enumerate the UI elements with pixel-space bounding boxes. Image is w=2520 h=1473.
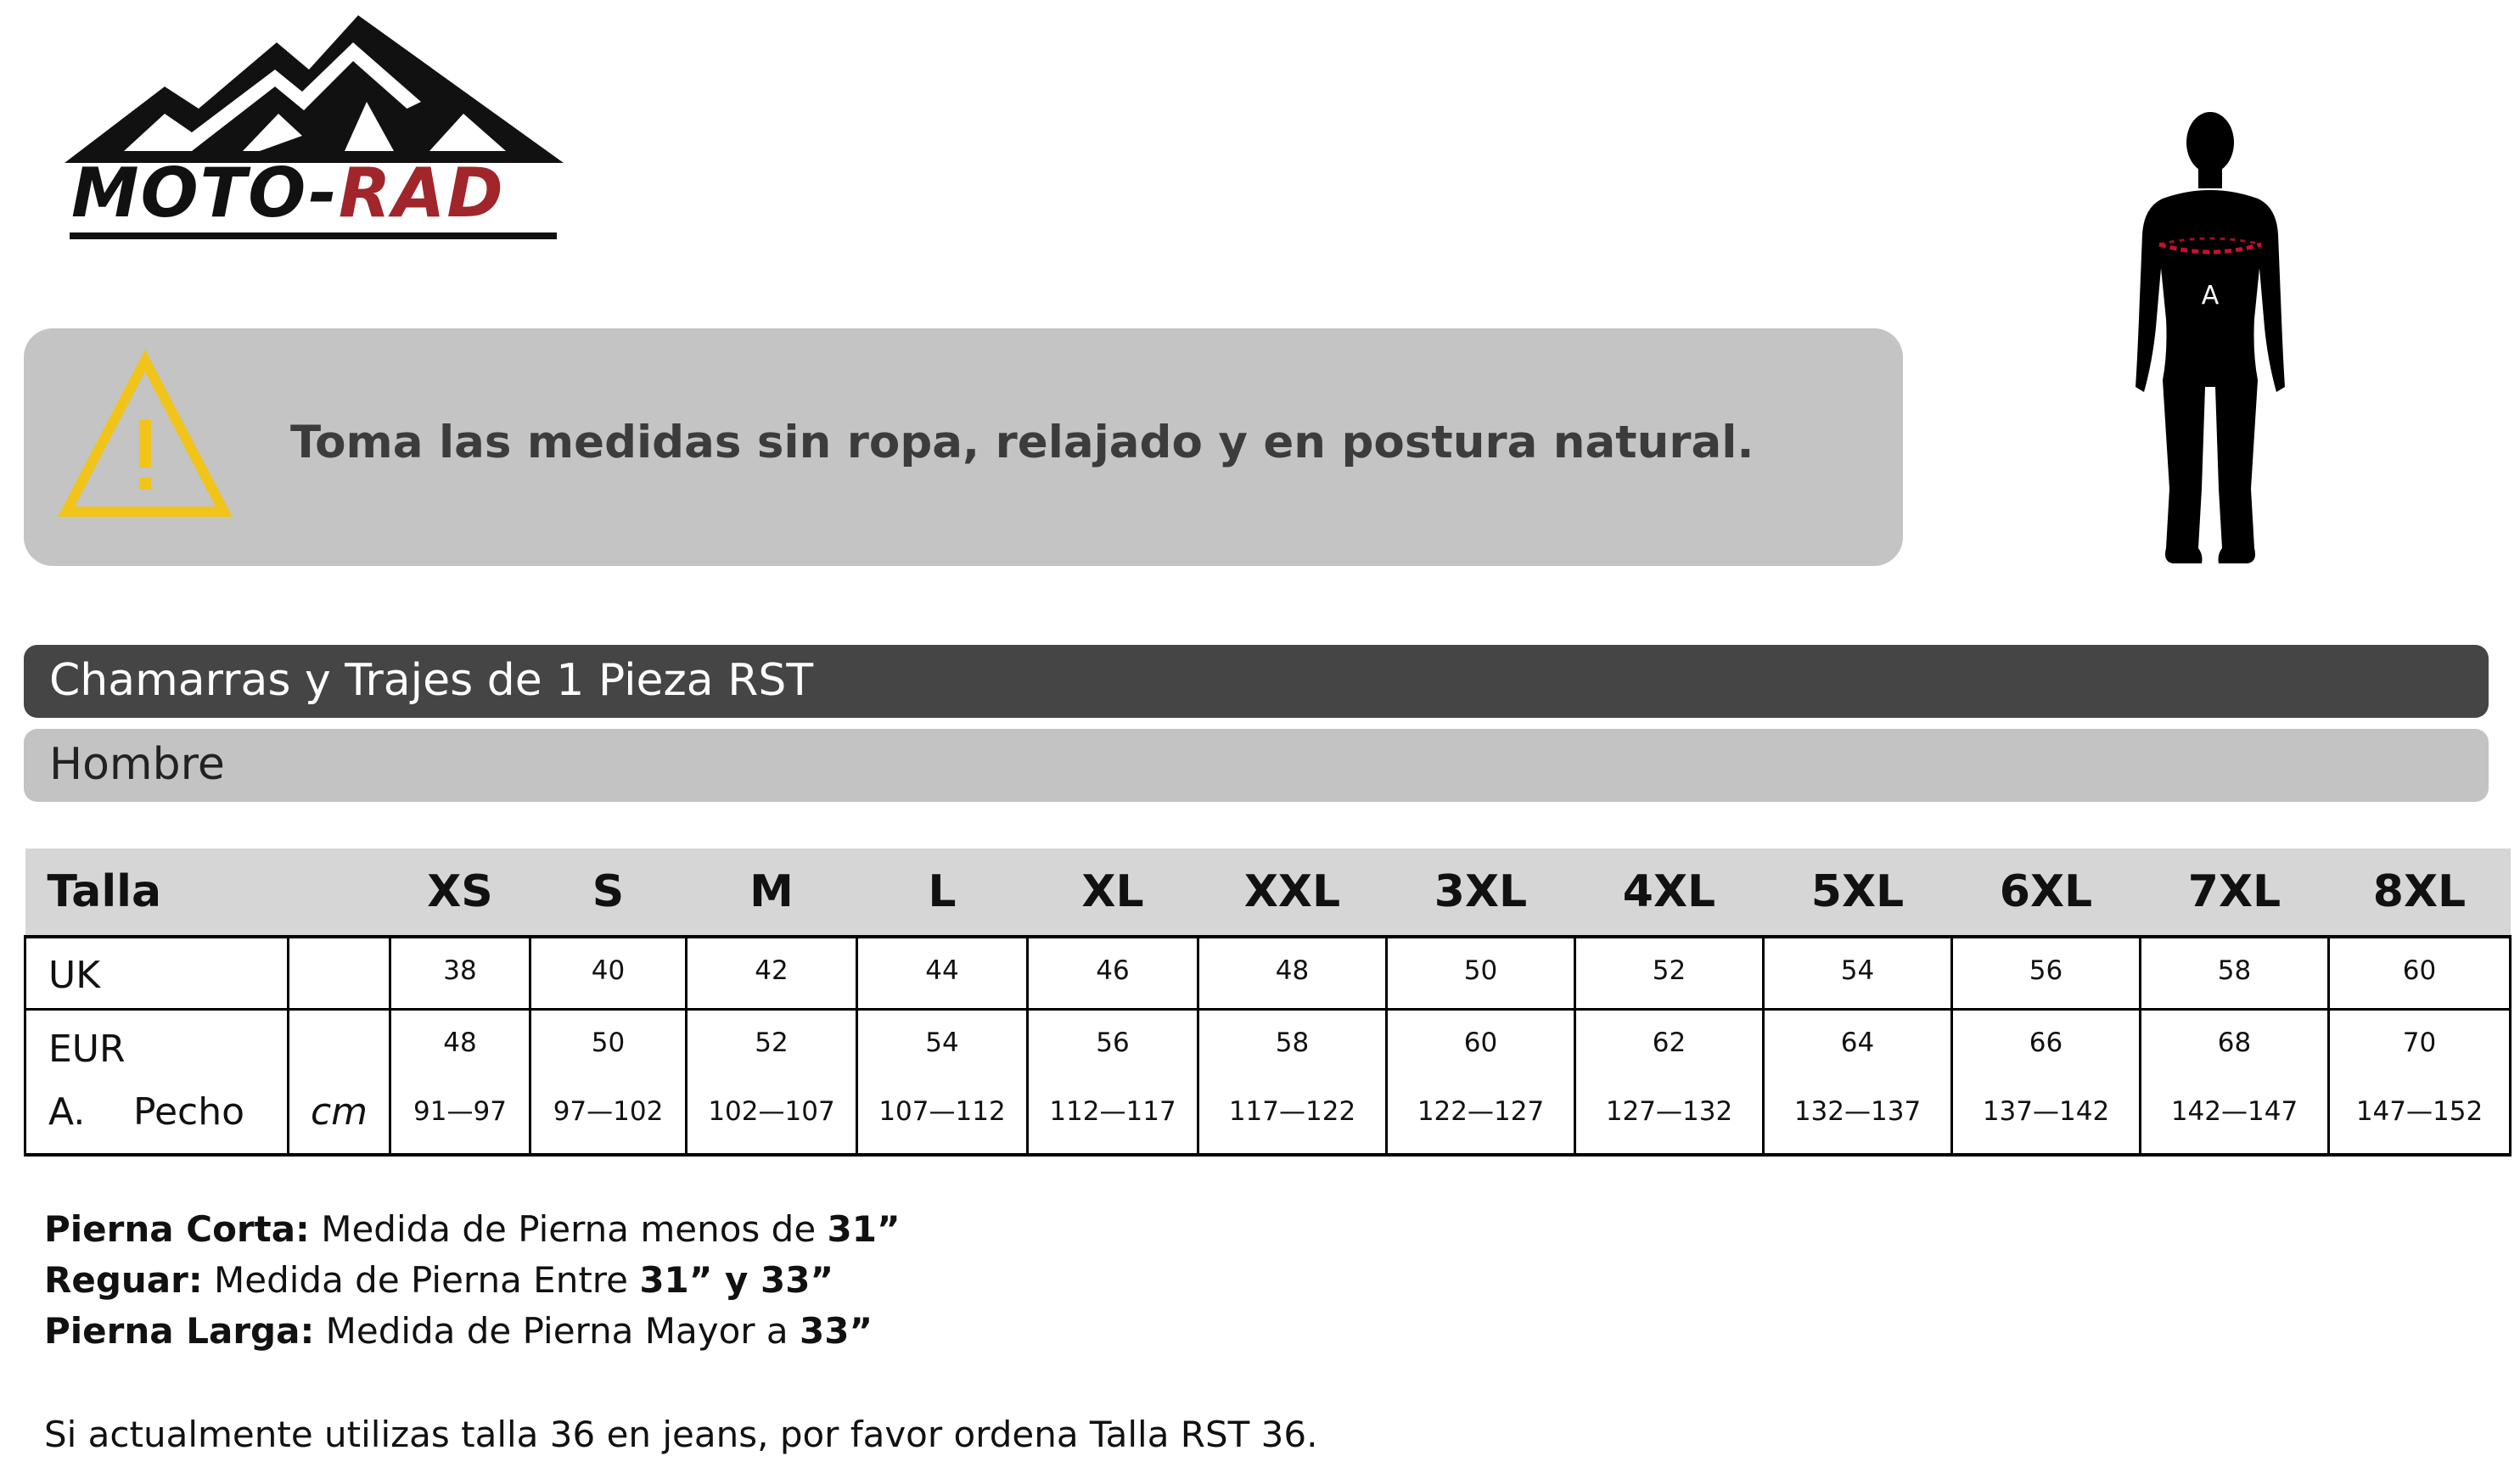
note-line bbox=[44, 1208, 901, 1259]
size-header: 6XL bbox=[1952, 849, 2141, 937]
row-unit bbox=[289, 1009, 390, 1082]
table-cell: 46 bbox=[1028, 937, 1198, 1009]
table-cell: 64 bbox=[1764, 1009, 1952, 1082]
category-title: Chamarras y Trajes de 1 Pieza RST bbox=[49, 655, 814, 706]
category-subtitle-bar bbox=[24, 729, 2489, 802]
table-cell: 60 bbox=[2329, 937, 2511, 1009]
table-cell: 127—132 bbox=[1575, 1082, 1764, 1155]
table-row-eur bbox=[25, 1009, 2511, 1082]
size-header-row bbox=[25, 849, 2511, 937]
table-cell: 38 bbox=[390, 937, 530, 1009]
table-cell: 117—122 bbox=[1198, 1082, 1387, 1155]
table-cell: 107—112 bbox=[857, 1082, 1028, 1155]
measurement-marker-label: A bbox=[2201, 281, 2220, 311]
note-value: 31” bbox=[827, 1208, 901, 1250]
warning-text: Toma las medidas sin ropa, relajado y en postura natural. bbox=[290, 417, 1754, 468]
size-header: 7XL bbox=[2141, 849, 2329, 937]
table-cell: 56 bbox=[1028, 1009, 1198, 1082]
table-cell: 50 bbox=[1387, 937, 1575, 1009]
size-header: 3XL bbox=[1387, 849, 1575, 937]
measurement-name: Pecho bbox=[133, 1089, 245, 1134]
measurement-letter: A. bbox=[48, 1089, 86, 1134]
table-cell: 58 bbox=[1198, 1009, 1387, 1082]
table-cell: 48 bbox=[390, 1009, 530, 1082]
table-cell: 54 bbox=[1764, 937, 1952, 1009]
brand-wordmark bbox=[71, 154, 505, 232]
body-silhouette-icon bbox=[2108, 107, 2312, 574]
leg-length-notes bbox=[44, 1208, 901, 1361]
table-cell: 66 bbox=[1952, 1009, 2141, 1082]
note-line bbox=[44, 1310, 901, 1361]
table-cell: 52 bbox=[1575, 937, 1764, 1009]
size-header: 5XL bbox=[1764, 849, 1952, 937]
measurement-warning bbox=[24, 328, 1903, 566]
table-cell: 54 bbox=[857, 1009, 1028, 1082]
warning-triangle-icon bbox=[56, 349, 234, 527]
row-label: UK bbox=[25, 937, 289, 1009]
table-cell: 147—152 bbox=[2329, 1082, 2511, 1155]
note-text: Medida de Pierna Mayor a bbox=[314, 1310, 800, 1352]
logo-underline bbox=[70, 232, 557, 239]
row-unit bbox=[289, 937, 390, 1009]
unit-header bbox=[289, 849, 390, 937]
table-cell: 97—102 bbox=[530, 1082, 687, 1155]
note-term: Pierna Larga: bbox=[44, 1310, 315, 1352]
size-header: XL bbox=[1028, 849, 1198, 937]
size-header: XXL bbox=[1198, 849, 1387, 937]
note-term: Pierna Corta: bbox=[44, 1208, 310, 1250]
note-value: 31” y 33” bbox=[639, 1259, 834, 1301]
table-cell: 62 bbox=[1575, 1009, 1764, 1082]
table-cell: 56 bbox=[1952, 937, 2141, 1009]
size-chart-table bbox=[24, 849, 2512, 1157]
category-title-bar bbox=[24, 645, 2489, 718]
row-label bbox=[25, 1082, 289, 1155]
table-cell: 42 bbox=[687, 937, 857, 1009]
table-row-uk bbox=[25, 937, 2511, 1009]
row-unit: cm bbox=[289, 1082, 390, 1155]
table-cell: 137—142 bbox=[1952, 1082, 2141, 1155]
size-header: M bbox=[687, 849, 857, 937]
row-label: EUR bbox=[25, 1009, 289, 1082]
table-cell: 52 bbox=[687, 1009, 857, 1082]
note-value: 33” bbox=[800, 1310, 873, 1352]
size-header: S bbox=[530, 849, 687, 937]
brand-name-part2: RAD bbox=[338, 154, 505, 232]
table-cell: 48 bbox=[1198, 937, 1387, 1009]
table-cell: 68 bbox=[2141, 1009, 2329, 1082]
category-subtitle: Hombre bbox=[49, 739, 225, 790]
note-term: Reguar: bbox=[44, 1259, 203, 1301]
table-row-chest bbox=[25, 1082, 2511, 1155]
table-cell: 91—97 bbox=[390, 1082, 530, 1155]
table-cell: 122—127 bbox=[1387, 1082, 1575, 1155]
table-cell: 44 bbox=[857, 937, 1028, 1009]
size-header: XS bbox=[390, 849, 530, 937]
note-line bbox=[44, 1259, 901, 1310]
note-text: Medida de Pierna Entre bbox=[202, 1259, 640, 1301]
table-cell: 102—107 bbox=[687, 1082, 857, 1155]
brand-name-part1: MOTO- bbox=[71, 154, 339, 232]
table-cell: 142—147 bbox=[2141, 1082, 2329, 1155]
size-header: 8XL bbox=[2329, 849, 2511, 937]
mountain-logo-icon bbox=[65, 8, 574, 178]
size-header-label: Talla bbox=[25, 849, 289, 937]
table-cell: 112—117 bbox=[1028, 1082, 1198, 1155]
table-cell: 50 bbox=[530, 1009, 687, 1082]
note-text: Medida de Pierna menos de bbox=[309, 1208, 828, 1250]
table-cell: 58 bbox=[2141, 937, 2329, 1009]
size-header: L bbox=[857, 849, 1028, 937]
table-cell: 70 bbox=[2329, 1009, 2511, 1082]
table-cell: 132—137 bbox=[1764, 1082, 1952, 1155]
table-cell: 60 bbox=[1387, 1009, 1575, 1082]
size-header: 4XL bbox=[1575, 849, 1764, 937]
brand-logo bbox=[65, 8, 574, 246]
jeans-size-note: Si actualmente utilizas talla 36 en jeans, por favor ordena Talla RST 36. bbox=[44, 1414, 1318, 1455]
table-cell: 40 bbox=[530, 937, 687, 1009]
